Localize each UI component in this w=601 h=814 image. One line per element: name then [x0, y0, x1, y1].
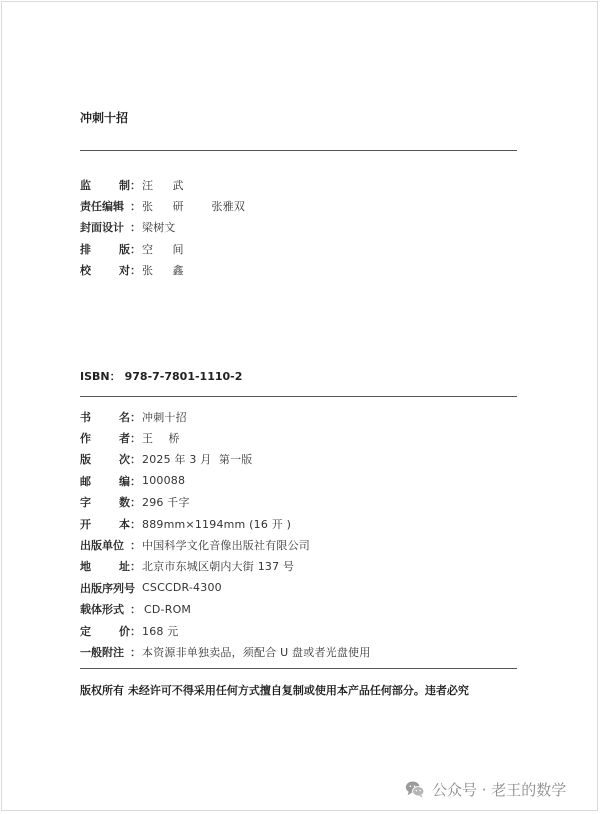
credit-label: 校 对: [80, 263, 130, 277]
detail-row: 书 名 ： 冲刺十招: [80, 410, 187, 424]
detail-row: 开 本 ： 889mm×1194mm (16 开 ): [80, 517, 292, 531]
detail-label: 作 者: [80, 432, 130, 446]
detail-value: 100088: [142, 474, 186, 488]
credit-value: 汪 武: [142, 178, 192, 192]
isbn-value: 978-7-7801-1110-2: [124, 370, 243, 383]
detail-row: 出版单位 ： 中国科学文化音像出版社有限公司: [80, 539, 310, 553]
wechat-icon: [404, 778, 426, 800]
detail-value: 296 千字: [142, 496, 190, 510]
credit-row-layout: 排 版 ： 空 间: [80, 242, 192, 256]
detail-value: 889mm×1194mm (16 开 ): [142, 517, 292, 531]
credit-value: 空 间: [142, 242, 192, 256]
detail-row: [80, 577, 370, 598]
detail-row: 作 者 ： 王 桥: [80, 432, 186, 446]
isbn-line: [80, 368, 242, 384]
divider-top: [80, 150, 517, 151]
detail-value: 北京市东城区朝内大街 137 号: [142, 560, 295, 574]
detail-label: 一般附注: [80, 645, 124, 659]
detail-row: 载体形式 ： CD-ROM: [80, 602, 192, 617]
detail-label: 出版单位: [80, 539, 124, 553]
isbn-label: ISBN：: [80, 370, 121, 383]
detail-label: 地 址: [80, 560, 130, 574]
credit-value: 梁树文: [142, 221, 176, 235]
watermark-text: 公众号 · 老王的数学: [432, 780, 567, 799]
detail-label: 书 名: [80, 410, 130, 424]
detail-label: 载体形式: [80, 603, 124, 617]
divider-bottom: [80, 668, 517, 669]
detail-label: 出版序列号: [80, 581, 135, 595]
detail-row: 一般附注 ： 本资源非单独卖品，须配合 U 盘或者光盘使用: [80, 645, 371, 659]
credit-label: 责任编辑: [80, 199, 124, 213]
credit-value: 张 鑫: [142, 263, 192, 277]
credit-row-proof: 校 对 ： 张 鑫: [80, 263, 192, 277]
detail-row: 字 数 ： 296 千字: [80, 496, 190, 510]
detail-label: 开 本: [80, 517, 130, 531]
credit-row-editor: 责任编辑 ： 张 研 张雅双: [80, 199, 246, 213]
detail-value: 中国科学文化音像出版社有限公司: [142, 539, 310, 553]
detail-row: 地 址 ： 北京市东城区朝内大街 137 号: [80, 560, 295, 574]
credits-section: [80, 174, 245, 280]
detail-value: CSCCDR-4300: [142, 581, 222, 595]
detail-label: 邮 编: [80, 474, 130, 488]
credit-row-supervisor: 监 制 ： 汪 武: [80, 178, 192, 192]
detail-value: 本资源非单独卖品，须配合 U 盘或者光盘使用: [142, 645, 371, 659]
detail-value: 168 元: [142, 624, 179, 638]
details-section: [80, 406, 370, 663]
credit-label: 排 版: [80, 242, 130, 256]
credit-row-cover: 封面设计 ： 梁树文: [80, 221, 176, 235]
credit-value: 张 研 张雅双: [142, 199, 246, 213]
detail-row: 邮 编 ： 100088: [80, 474, 186, 488]
detail-value: 冲刺十招: [142, 410, 187, 424]
credit-label: 封面设计: [80, 221, 124, 235]
detail-row: 定 价 ： 168 元: [80, 624, 179, 638]
book-title: 冲刺十招: [80, 111, 129, 125]
detail-label: 版 次: [80, 453, 130, 467]
credit-label: 监 制: [80, 178, 130, 192]
detail-value: CD-ROM: [144, 602, 192, 616]
detail-label: 定 价: [80, 624, 130, 638]
detail-value: 2025 年 3 月 第一版: [142, 453, 253, 467]
watermark: [404, 778, 566, 800]
divider-middle: [80, 396, 517, 397]
detail-row: 版 次 ： 2025 年 3 月 第一版: [80, 453, 253, 467]
detail-label: 字 数: [80, 496, 130, 510]
detail-value: 王 桥: [142, 432, 186, 446]
copyright-notice: 版权所有 未经许可不得采用任何方式擅自复制或使用本产品任何部分。违者必究: [80, 684, 469, 697]
